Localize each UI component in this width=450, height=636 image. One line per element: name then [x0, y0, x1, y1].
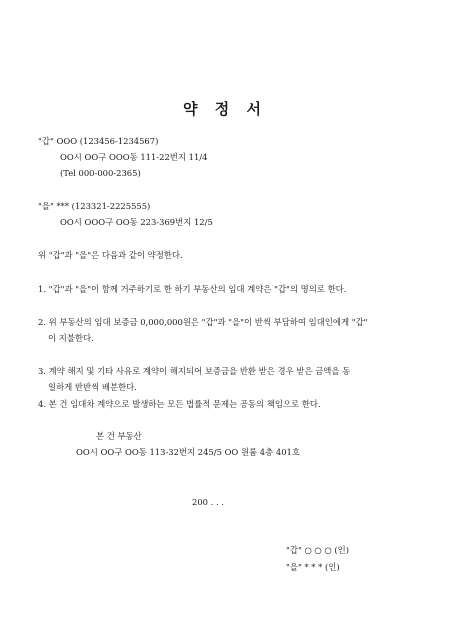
- clause-2: 2. 위 부동산의 임대 보증금 0,000,000원은 "갑"과 "을"이 반씩 부담하여 임대인에게 "갑": [38, 317, 368, 327]
- property-heading: 본 건 부동산: [96, 431, 142, 441]
- party-b-address: OO시 OOO구 OO동 223-369번지 12/5: [60, 217, 213, 227]
- clause-1: 1. "갑"과 "을"이 함께 거주하기로 한 하기 부동산의 임대 계약은 "갑"의 명의로 한다.: [38, 284, 347, 294]
- clause-3: 3. 계약 해지 및 기타 사유로 계약이 해지되어 보증금을 반환 받은 경우 받은 금액을 동: [38, 366, 351, 376]
- party-a-name: "갑" OOO (123456-1234567): [38, 136, 159, 146]
- clause-3-continued: 일하게 반반씩 배분한다.: [48, 382, 137, 392]
- document-date: 200 . . .: [192, 497, 224, 507]
- party-a-phone: (Tel 000-000-2365): [60, 168, 141, 178]
- document-title: 약 정 서: [183, 100, 267, 118]
- clause-2-continued: 이 지불한다.: [48, 333, 94, 343]
- signature-b: "을" * * * (인): [286, 562, 340, 572]
- intro-text: 위 "갑"과 "을"은 다음과 같이 약정한다.: [38, 250, 183, 260]
- party-b-name: "을" *** (123321-2225555): [38, 201, 151, 211]
- property-address: OO시 OO구 OO동 113-32번지 245/5 OO 원룸 4층 401호: [76, 447, 300, 457]
- clause-4: 4. 본 건 임대차 계약으로 발생하는 모든 법률적 문제는 공동의 책임으로 한다.: [38, 399, 321, 409]
- party-a-address: OO시 OO구 OOO동 111-22번지 11/4: [60, 152, 208, 162]
- signature-a: "갑" ○ ○ ○ (인): [286, 545, 349, 555]
